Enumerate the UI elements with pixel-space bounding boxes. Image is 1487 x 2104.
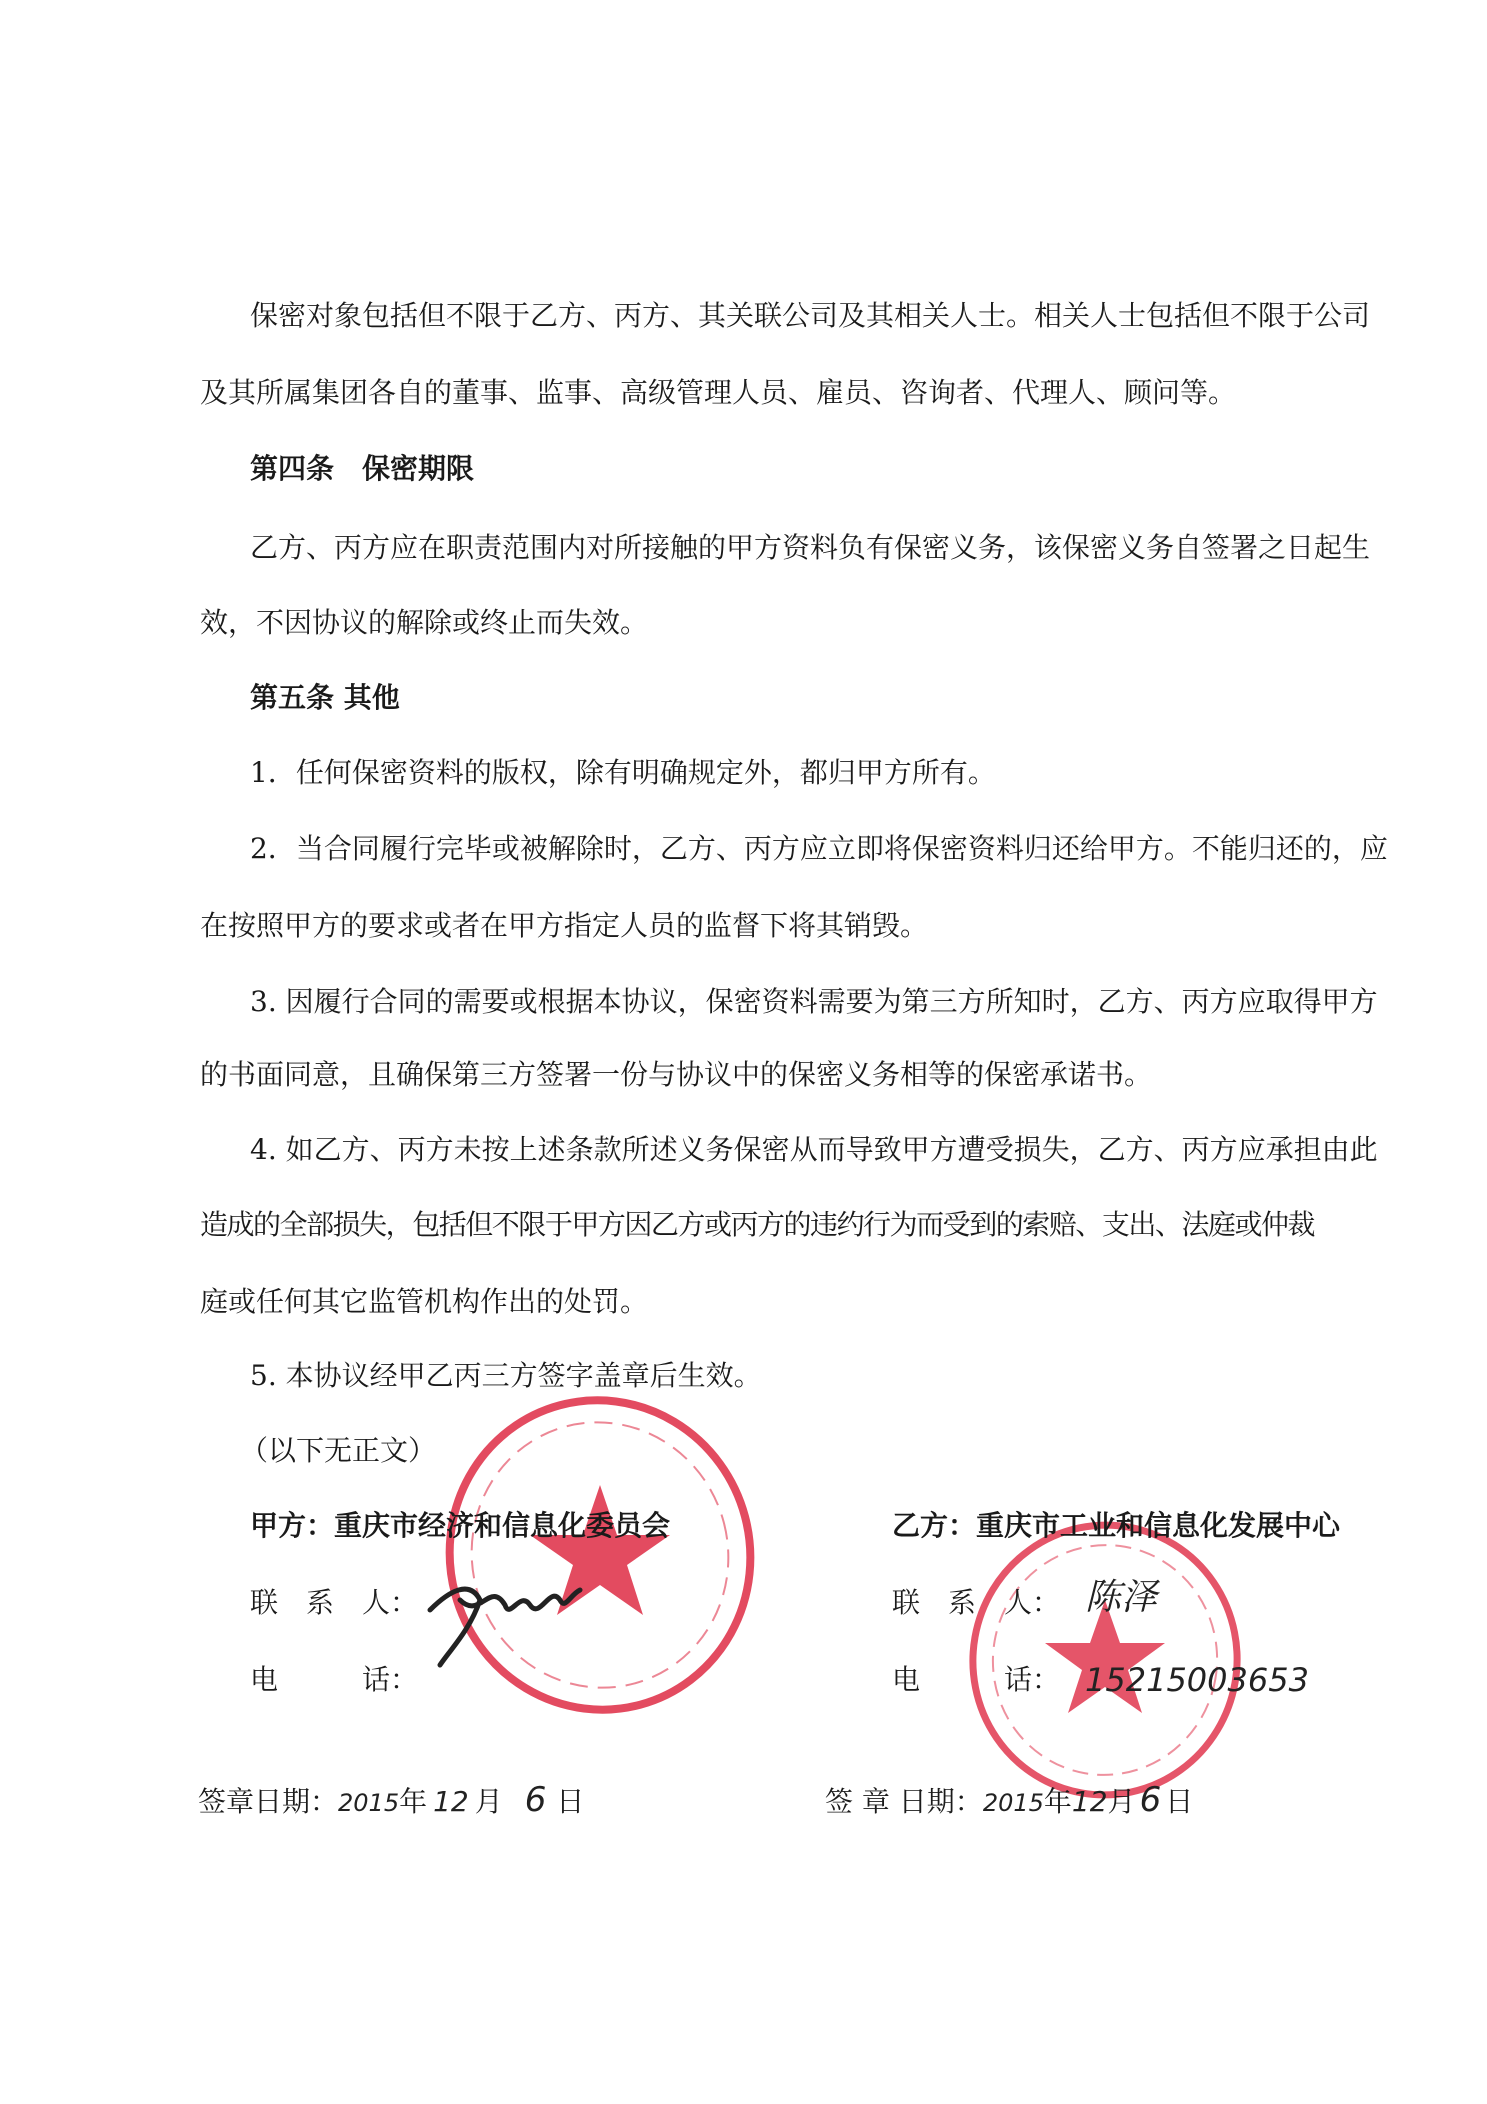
item-2-line: 2．当合同履行完毕或被解除时，乙方、丙方应立即将保密资料归还给甲方。不能归还的，应 xyxy=(250,832,1388,865)
party-a-name: 甲方：重庆市经济和信息化委员会 xyxy=(250,1509,671,1542)
end-note: （以下无正文） xyxy=(240,1434,437,1467)
date-month: 12 xyxy=(433,1785,469,1818)
party-b-phone-handwritten: 15215003653 xyxy=(1085,1661,1309,1699)
date-day: 6 xyxy=(524,1780,547,1820)
party-a-phone-label: 电 话： xyxy=(250,1663,419,1696)
day-char: 日 xyxy=(1165,1785,1194,1818)
paragraph-line: 及其所属集团各自的董事、监事、高级管理人员、雇员、咨询者、代理人、顾问等。 xyxy=(200,376,1237,409)
date-month: 12 xyxy=(1071,1785,1108,1818)
day-char: 日 xyxy=(556,1785,585,1818)
item-4-line: 4. 如乙方、丙方未按上述条款所述义务保密从而导致甲方遭受损失，乙方、丙方应承担由此 xyxy=(250,1133,1378,1166)
date-year: 2015 xyxy=(982,1789,1044,1817)
date-day: 6 xyxy=(1139,1780,1162,1820)
date-label: 签 章 日期： xyxy=(825,1785,983,1818)
party-a-contact-label: 联 系 人： xyxy=(250,1586,419,1619)
party-b-contact-signature: 陈泽 xyxy=(1085,1577,1158,1618)
item-4-line: 庭或任何其它监管机构作出的处罚。 xyxy=(200,1285,649,1318)
item-3-line: 3. 因履行合同的需要或根据本协议，保密资料需要为第三方所知时，乙方、丙方应取得甲方 xyxy=(250,985,1378,1018)
party-b-name: 乙方：重庆市工业和信息化发展中心 xyxy=(892,1509,1341,1542)
article-4-title: 第四条 保密期限 xyxy=(250,452,475,485)
party-b-contact-label: 联 系 人： xyxy=(892,1586,1061,1619)
party-a-date xyxy=(198,1780,584,1823)
month-char: 月 xyxy=(1107,1785,1136,1818)
paragraph-line: 保密对象包括但不限于乙方、丙方、其关联公司及其相关人士。相关人士包括但不限于公司 xyxy=(250,299,1371,332)
item-5: 5. 本协议经甲乙丙三方签字盖章后生效。 xyxy=(250,1359,762,1392)
year-char: 年 xyxy=(399,1785,428,1818)
item-4-line: 造成的全部损失，包括但不限于甲方因乙方或丙方的违约行为而受到的索赔、支出、法庭或仲裁 xyxy=(200,1208,1314,1241)
party-b-phone-label: 电 话： xyxy=(892,1663,1061,1696)
paragraph-line: 效，不因协议的解除或终止而失效。 xyxy=(200,606,649,639)
item-1: 1．任何保密资料的版权，除有明确规定外，都归甲方所有。 xyxy=(250,756,996,789)
date-label: 签章日期： xyxy=(198,1785,339,1818)
party-a-signature xyxy=(410,1560,610,1670)
item-2-line: 在按照甲方的要求或者在甲方指定人员的监督下将其销毁。 xyxy=(200,909,929,942)
article-5-title: 第五条 其他 xyxy=(250,681,400,714)
year-char: 年 xyxy=(1043,1785,1072,1818)
paragraph-line: 乙方、丙方应在职责范围内对所接触的甲方资料负有保密义务，该保密义务自签署之日起生 xyxy=(250,531,1371,564)
month-char: 月 xyxy=(474,1785,503,1818)
party-b-date xyxy=(825,1780,1193,1823)
item-3-line: 的书面同意，且确保第三方签署一份与协议中的保密义务相等的保密承诺书。 xyxy=(200,1058,1153,1091)
date-year: 2015 xyxy=(338,1789,400,1817)
